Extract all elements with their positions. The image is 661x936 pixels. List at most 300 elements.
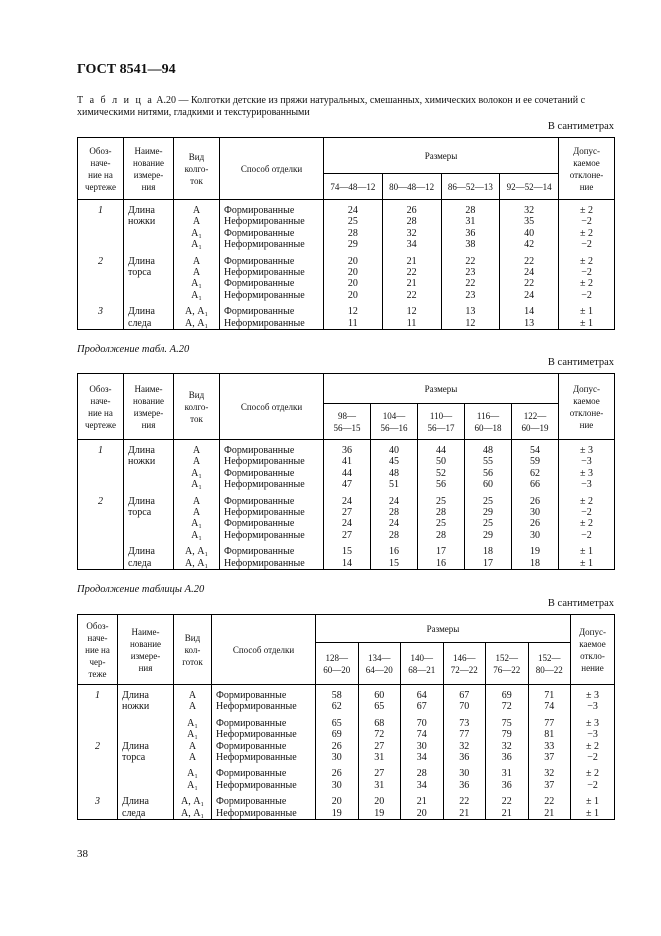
tights-type-cell: А, А₁ bbox=[174, 546, 220, 557]
size-value-cell: 28 bbox=[418, 507, 465, 518]
tolerance-cell: ± 3 bbox=[571, 690, 615, 701]
size-value-cell: 29 bbox=[324, 239, 383, 250]
table-row bbox=[78, 701, 615, 712]
tights-type-cell: А₁ bbox=[174, 768, 212, 779]
finish-method-cell: Формированные bbox=[220, 205, 324, 216]
size-value-cell: 12 bbox=[324, 306, 383, 317]
designation-cell bbox=[78, 468, 124, 479]
size-value-cell: 56 bbox=[418, 479, 465, 490]
size-table-1 bbox=[77, 137, 615, 330]
size-value-cell: 23 bbox=[441, 290, 500, 301]
tights-type-cell: А₁ bbox=[174, 518, 220, 529]
size-value-cell: 15 bbox=[324, 546, 371, 557]
measurement-name-cell: торса bbox=[124, 267, 174, 278]
size-value-cell: 20 bbox=[401, 808, 444, 820]
measurement-name-cell bbox=[124, 479, 174, 490]
size-column-header: 152— 80—22 bbox=[528, 643, 571, 685]
col-designation-header: Обоз- наче- ние на чертеже bbox=[78, 138, 124, 200]
tolerance-cell: ± 1 bbox=[559, 558, 615, 570]
size-column-header: 92—52—14 bbox=[500, 174, 559, 200]
tights-type-cell: А bbox=[174, 205, 220, 216]
size-value-cell: 28 bbox=[441, 205, 500, 216]
measurement-name-cell: Длина bbox=[118, 741, 174, 752]
designation-cell: 2 bbox=[78, 741, 118, 752]
measurement-name-cell bbox=[118, 768, 174, 779]
size-value-cell: 21 bbox=[382, 256, 441, 267]
col-finish-header: Способ отделки bbox=[212, 615, 316, 685]
finish-method-cell: Неформированные bbox=[220, 267, 324, 278]
size-value-cell: 36 bbox=[441, 228, 500, 239]
size-value-cell: 65 bbox=[316, 718, 359, 729]
tolerance-cell: −2 bbox=[571, 780, 615, 791]
designation-cell: 2 bbox=[78, 256, 124, 267]
tolerance-cell: ± 1 bbox=[559, 318, 615, 330]
measurement-name-cell: Длина bbox=[124, 445, 174, 456]
designation-cell bbox=[78, 768, 118, 779]
table-row bbox=[78, 239, 615, 250]
table-row bbox=[78, 690, 615, 701]
size-value-cell: 52 bbox=[418, 468, 465, 479]
tights-type-cell: А₁ bbox=[174, 718, 212, 729]
tolerance-cell: ± 1 bbox=[559, 306, 615, 317]
finish-method-cell: Неформированные bbox=[220, 239, 324, 250]
size-value-cell: 54 bbox=[512, 445, 559, 456]
size-value-cell: 30 bbox=[316, 780, 359, 791]
tolerance-cell: −3 bbox=[559, 456, 615, 467]
col-finish-header: Способ отделки bbox=[220, 138, 324, 200]
measurement-name-cell: ножки bbox=[124, 216, 174, 227]
size-value-cell: 35 bbox=[500, 216, 559, 227]
size-value-cell: 22 bbox=[500, 256, 559, 267]
tights-type-cell: А bbox=[174, 752, 212, 763]
designation-cell bbox=[78, 546, 124, 557]
table-row bbox=[78, 518, 615, 529]
size-value-cell: 44 bbox=[418, 445, 465, 456]
tolerance-cell: −2 bbox=[559, 507, 615, 518]
finish-method-cell: Формированные bbox=[220, 518, 324, 529]
tights-type-cell: А₁ bbox=[174, 729, 212, 740]
size-value-cell: 29 bbox=[465, 530, 512, 541]
measurement-name-cell: Длина bbox=[124, 546, 174, 557]
size-value-cell: 21 bbox=[528, 808, 571, 820]
designation-cell bbox=[78, 729, 118, 740]
finish-method-cell: Формированные bbox=[220, 496, 324, 507]
finish-method-cell: Неформированные bbox=[220, 216, 324, 227]
tights-type-cell: А₁ bbox=[174, 530, 220, 541]
size-value-cell: 20 bbox=[324, 267, 383, 278]
measurement-name-cell: ножки bbox=[124, 456, 174, 467]
measurement-name-cell: Длина bbox=[124, 256, 174, 267]
finish-method-cell: Формированные bbox=[212, 741, 316, 752]
measurement-name-cell bbox=[124, 290, 174, 301]
measurement-name-cell: Длина bbox=[118, 690, 174, 701]
tights-type-cell: А bbox=[174, 456, 220, 467]
size-value-cell: 67 bbox=[401, 701, 444, 712]
finish-method-cell: Формированные bbox=[212, 718, 316, 729]
finish-method-cell: Формированные bbox=[220, 228, 324, 239]
finish-method-cell: Неформированные bbox=[212, 780, 316, 791]
size-value-cell: 77 bbox=[443, 729, 486, 740]
tolerance-cell: ± 1 bbox=[559, 546, 615, 557]
finish-method-cell: Формированные bbox=[220, 445, 324, 456]
size-value-cell: 62 bbox=[316, 701, 359, 712]
size-value-cell: 18 bbox=[512, 558, 559, 570]
finish-method-cell: Неформированные bbox=[212, 808, 316, 820]
size-value-cell: 20 bbox=[358, 796, 401, 807]
size-value-cell: 31 bbox=[358, 752, 401, 763]
designation-cell: 2 bbox=[78, 496, 124, 507]
size-table-3 bbox=[77, 614, 615, 820]
measurement-name-cell: торса bbox=[118, 752, 174, 763]
page-number: 38 bbox=[77, 848, 88, 860]
size-value-cell: 30 bbox=[401, 741, 444, 752]
table-row bbox=[78, 752, 615, 763]
size-column-header: 134— 64—20 bbox=[358, 643, 401, 685]
size-value-cell: 41 bbox=[324, 456, 371, 467]
tights-type-cell: А bbox=[174, 701, 212, 712]
tolerance-cell: ± 2 bbox=[559, 228, 615, 239]
size-value-cell: 17 bbox=[465, 558, 512, 570]
finish-method-cell: Формированные bbox=[212, 768, 316, 779]
size-column-header: 146— 72—22 bbox=[443, 643, 486, 685]
tolerance-cell: ± 2 bbox=[559, 518, 615, 529]
size-value-cell: 17 bbox=[418, 546, 465, 557]
tights-type-cell: А₁ bbox=[174, 228, 220, 239]
tights-type-cell: А₁ bbox=[174, 278, 220, 289]
size-value-cell: 36 bbox=[443, 780, 486, 791]
size-value-cell: 36 bbox=[486, 752, 529, 763]
size-value-cell: 70 bbox=[443, 701, 486, 712]
size-column-header: 122— 60—19 bbox=[512, 404, 559, 440]
size-value-cell: 32 bbox=[486, 741, 529, 752]
finish-method-cell: Неформированные bbox=[212, 701, 316, 712]
size-value-cell: 24 bbox=[500, 267, 559, 278]
sizes-header: Размеры bbox=[316, 615, 571, 643]
size-value-cell: 24 bbox=[500, 290, 559, 301]
tolerance-header: Допус- каемое отклоне- ние bbox=[559, 138, 615, 200]
size-value-cell: 32 bbox=[382, 228, 441, 239]
size-value-cell: 34 bbox=[401, 780, 444, 791]
size-value-cell: 48 bbox=[371, 468, 418, 479]
finish-method-cell: Неформированные bbox=[212, 729, 316, 740]
designation-cell: 3 bbox=[78, 796, 118, 807]
designation-cell: 1 bbox=[78, 205, 124, 216]
units-label-3: В сантиметрах bbox=[547, 598, 614, 609]
finish-method-cell: Неформированные bbox=[220, 318, 324, 330]
size-value-cell: 22 bbox=[500, 278, 559, 289]
col-designation-header: Обоз- наче- ние на чер- теже bbox=[78, 615, 118, 685]
tolerance-cell: −2 bbox=[559, 216, 615, 227]
tolerance-cell: ± 2 bbox=[571, 741, 615, 752]
finish-method-cell: Формированные bbox=[220, 468, 324, 479]
measurement-name-cell: Длина bbox=[124, 496, 174, 507]
table-row bbox=[78, 205, 615, 216]
measurement-name-cell: Длина bbox=[118, 796, 174, 807]
finish-method-cell: Неформированные bbox=[220, 530, 324, 541]
size-value-cell: 22 bbox=[382, 290, 441, 301]
tights-type-cell: А bbox=[174, 496, 220, 507]
size-value-cell: 20 bbox=[324, 290, 383, 301]
col-measurement-header: Наиме- нование измере- ния bbox=[118, 615, 174, 685]
size-value-cell: 36 bbox=[486, 780, 529, 791]
designation-cell bbox=[78, 216, 124, 227]
col-type-header: Вид кол- готок bbox=[174, 615, 212, 685]
size-value-cell: 72 bbox=[358, 729, 401, 740]
size-value-cell: 15 bbox=[371, 558, 418, 570]
measurement-name-cell bbox=[118, 780, 174, 791]
tolerance-cell: −2 bbox=[559, 290, 615, 301]
measurement-name-cell bbox=[124, 530, 174, 541]
size-value-cell: 25 bbox=[324, 216, 383, 227]
table-row bbox=[78, 558, 615, 570]
table-row bbox=[78, 718, 615, 729]
size-value-cell: 22 bbox=[441, 278, 500, 289]
designation-cell bbox=[78, 479, 124, 490]
col-finish-header: Способ отделки bbox=[220, 374, 324, 440]
size-value-cell: 72 bbox=[486, 701, 529, 712]
size-value-cell: 60 bbox=[358, 690, 401, 701]
designation-cell bbox=[78, 456, 124, 467]
size-value-cell: 69 bbox=[316, 729, 359, 740]
finish-method-cell: Формированные bbox=[212, 690, 316, 701]
size-value-cell: 24 bbox=[324, 518, 371, 529]
table-row bbox=[78, 445, 615, 456]
size-value-cell: 12 bbox=[382, 306, 441, 317]
designation-cell bbox=[78, 701, 118, 712]
size-value-cell: 31 bbox=[441, 216, 500, 227]
size-value-cell: 28 bbox=[324, 228, 383, 239]
measurement-name-cell bbox=[124, 278, 174, 289]
designation-cell bbox=[78, 239, 124, 250]
size-value-cell: 51 bbox=[371, 479, 418, 490]
designation-cell bbox=[78, 507, 124, 518]
size-value-cell: 21 bbox=[382, 278, 441, 289]
measurement-name-cell bbox=[118, 718, 174, 729]
size-value-cell: 37 bbox=[528, 752, 571, 763]
tolerance-cell: ± 2 bbox=[559, 256, 615, 267]
size-value-cell: 12 bbox=[441, 318, 500, 330]
finish-method-cell: Неформированные bbox=[220, 479, 324, 490]
size-value-cell: 44 bbox=[324, 468, 371, 479]
size-value-cell: 28 bbox=[382, 216, 441, 227]
col-designation-header: Обоз- наче- ние на чертеже bbox=[78, 374, 124, 440]
size-value-cell: 58 bbox=[316, 690, 359, 701]
size-value-cell: 42 bbox=[500, 239, 559, 250]
size-value-cell: 25 bbox=[418, 496, 465, 507]
size-value-cell: 77 bbox=[528, 718, 571, 729]
size-column-header: 80—48—12 bbox=[382, 174, 441, 200]
size-value-cell: 21 bbox=[443, 808, 486, 820]
size-value-cell: 27 bbox=[358, 741, 401, 752]
tolerance-cell: −3 bbox=[559, 479, 615, 490]
tights-type-cell: А, А₁ bbox=[174, 306, 220, 317]
size-value-cell: 20 bbox=[316, 796, 359, 807]
tolerance-cell: −3 bbox=[571, 701, 615, 712]
designation-cell bbox=[78, 530, 124, 541]
size-value-cell: 19 bbox=[358, 808, 401, 820]
designation-cell bbox=[78, 780, 118, 791]
size-value-cell: 64 bbox=[401, 690, 444, 701]
measurement-name-cell bbox=[124, 468, 174, 479]
size-value-cell: 38 bbox=[441, 239, 500, 250]
size-column-header: 98— 56—15 bbox=[324, 404, 371, 440]
size-value-cell: 26 bbox=[316, 768, 359, 779]
size-column-header: 152— 76—22 bbox=[486, 643, 529, 685]
tights-type-cell: А, А₁ bbox=[174, 796, 212, 807]
size-value-cell: 32 bbox=[443, 741, 486, 752]
size-value-cell: 21 bbox=[401, 796, 444, 807]
size-value-cell: 62 bbox=[512, 468, 559, 479]
size-value-cell: 25 bbox=[465, 496, 512, 507]
size-column-header: 86—52—13 bbox=[441, 174, 500, 200]
finish-method-cell: Формированные bbox=[220, 278, 324, 289]
size-value-cell: 73 bbox=[443, 718, 486, 729]
caption-label: Т а б л и ц а bbox=[77, 95, 154, 106]
size-value-cell: 16 bbox=[418, 558, 465, 570]
size-value-cell: 11 bbox=[324, 318, 383, 330]
size-value-cell: 40 bbox=[500, 228, 559, 239]
table-row bbox=[78, 507, 615, 518]
tights-type-cell: А, А₁ bbox=[174, 318, 220, 330]
size-column-header: 74—48—12 bbox=[324, 174, 383, 200]
tolerance-cell: ± 3 bbox=[559, 445, 615, 456]
size-value-cell: 66 bbox=[512, 479, 559, 490]
size-value-cell: 22 bbox=[382, 267, 441, 278]
measurement-name-cell: Длина bbox=[124, 205, 174, 216]
table-row bbox=[78, 768, 615, 779]
size-value-cell: 30 bbox=[512, 530, 559, 541]
table-row bbox=[78, 256, 615, 267]
finish-method-cell: Формированные bbox=[220, 546, 324, 557]
size-value-cell: 20 bbox=[324, 278, 383, 289]
size-column-header: 116— 60—18 bbox=[465, 404, 512, 440]
size-value-cell: 31 bbox=[358, 780, 401, 791]
size-value-cell: 26 bbox=[512, 518, 559, 529]
size-table-2 bbox=[77, 373, 615, 570]
tights-type-cell: А₁ bbox=[174, 290, 220, 301]
size-value-cell: 21 bbox=[486, 808, 529, 820]
size-value-cell: 27 bbox=[324, 530, 371, 541]
size-value-cell: 70 bbox=[401, 718, 444, 729]
designation-cell: 3 bbox=[78, 306, 124, 317]
tights-type-cell: А bbox=[174, 267, 220, 278]
size-value-cell: 37 bbox=[528, 780, 571, 791]
size-value-cell: 28 bbox=[418, 530, 465, 541]
tights-type-cell: А bbox=[174, 216, 220, 227]
tolerance-cell: ± 2 bbox=[559, 205, 615, 216]
designation-cell bbox=[78, 558, 124, 570]
size-value-cell: 11 bbox=[382, 318, 441, 330]
units-label-1: В сантиметрах bbox=[547, 121, 614, 132]
size-value-cell: 29 bbox=[465, 507, 512, 518]
tights-type-cell: А bbox=[174, 690, 212, 701]
finish-method-cell: Неформированные bbox=[220, 558, 324, 570]
finish-method-cell: Неформированные bbox=[220, 456, 324, 467]
tolerance-cell: ± 3 bbox=[559, 468, 615, 479]
finish-method-cell: Неформированные bbox=[220, 507, 324, 518]
size-value-cell: 28 bbox=[371, 530, 418, 541]
size-value-cell: 19 bbox=[316, 808, 359, 820]
table-row bbox=[78, 468, 615, 479]
size-value-cell: 32 bbox=[500, 205, 559, 216]
size-value-cell: 22 bbox=[443, 796, 486, 807]
tolerance-cell: ± 1 bbox=[571, 808, 615, 820]
col-measurement-header: Наиме- нование измере- ния bbox=[124, 138, 174, 200]
size-value-cell: 75 bbox=[486, 718, 529, 729]
size-value-cell: 36 bbox=[443, 752, 486, 763]
size-value-cell: 32 bbox=[528, 768, 571, 779]
size-value-cell: 25 bbox=[418, 518, 465, 529]
measurement-name-cell: следа bbox=[124, 318, 174, 330]
size-value-cell: 40 bbox=[371, 445, 418, 456]
finish-method-cell: Неформированные bbox=[220, 290, 324, 301]
tights-type-cell: А₁ bbox=[174, 780, 212, 791]
tolerance-header: Допус- каемое отклоне- ние bbox=[559, 374, 615, 440]
designation-cell bbox=[78, 808, 118, 820]
table-row bbox=[78, 780, 615, 791]
size-value-cell: 71 bbox=[528, 690, 571, 701]
size-value-cell: 65 bbox=[358, 701, 401, 712]
size-value-cell: 56 bbox=[465, 468, 512, 479]
size-value-cell: 33 bbox=[528, 741, 571, 752]
tights-type-cell: А bbox=[174, 741, 212, 752]
table-row bbox=[78, 290, 615, 301]
measurement-name-cell: следа bbox=[124, 558, 174, 570]
tights-type-cell: А₁ bbox=[174, 468, 220, 479]
size-value-cell: 26 bbox=[316, 741, 359, 752]
table-row bbox=[78, 456, 615, 467]
tights-type-cell: А bbox=[174, 445, 220, 456]
size-value-cell: 28 bbox=[401, 768, 444, 779]
size-value-cell: 27 bbox=[358, 768, 401, 779]
finish-method-cell: Формированные bbox=[220, 256, 324, 267]
size-value-cell: 26 bbox=[512, 496, 559, 507]
tolerance-cell: −3 bbox=[571, 729, 615, 740]
designation-cell bbox=[78, 318, 124, 330]
page-header: ГОСТ 8541—94 bbox=[77, 62, 176, 77]
designation-cell: 1 bbox=[78, 445, 124, 456]
size-value-cell: 13 bbox=[500, 318, 559, 330]
table-row bbox=[78, 228, 615, 239]
table-row bbox=[78, 267, 615, 278]
table-row bbox=[78, 306, 615, 317]
designation-cell bbox=[78, 752, 118, 763]
size-value-cell: 25 bbox=[465, 518, 512, 529]
tights-type-cell: А, А₁ bbox=[174, 558, 220, 570]
size-value-cell: 19 bbox=[512, 546, 559, 557]
size-value-cell: 31 bbox=[486, 768, 529, 779]
size-value-cell: 47 bbox=[324, 479, 371, 490]
table-row bbox=[78, 729, 615, 740]
tolerance-header: Допус- каемое откло- нение bbox=[571, 615, 615, 685]
size-value-cell: 13 bbox=[441, 306, 500, 317]
size-value-cell: 28 bbox=[371, 507, 418, 518]
size-column-header: 140— 68—21 bbox=[401, 643, 444, 685]
size-value-cell: 74 bbox=[528, 701, 571, 712]
size-column-header: 110— 56—17 bbox=[418, 404, 465, 440]
size-value-cell: 50 bbox=[418, 456, 465, 467]
tolerance-cell: −2 bbox=[559, 530, 615, 541]
designation-cell: 1 bbox=[78, 690, 118, 701]
size-value-cell: 16 bbox=[371, 546, 418, 557]
size-value-cell: 79 bbox=[486, 729, 529, 740]
measurement-name-cell bbox=[124, 239, 174, 250]
tights-type-cell: А₁ bbox=[174, 479, 220, 490]
table-row bbox=[78, 741, 615, 752]
continuation-label-2: Продолжение таблицы А.20 bbox=[77, 584, 205, 595]
size-value-cell: 24 bbox=[371, 518, 418, 529]
size-column-header: 104— 56—16 bbox=[371, 404, 418, 440]
